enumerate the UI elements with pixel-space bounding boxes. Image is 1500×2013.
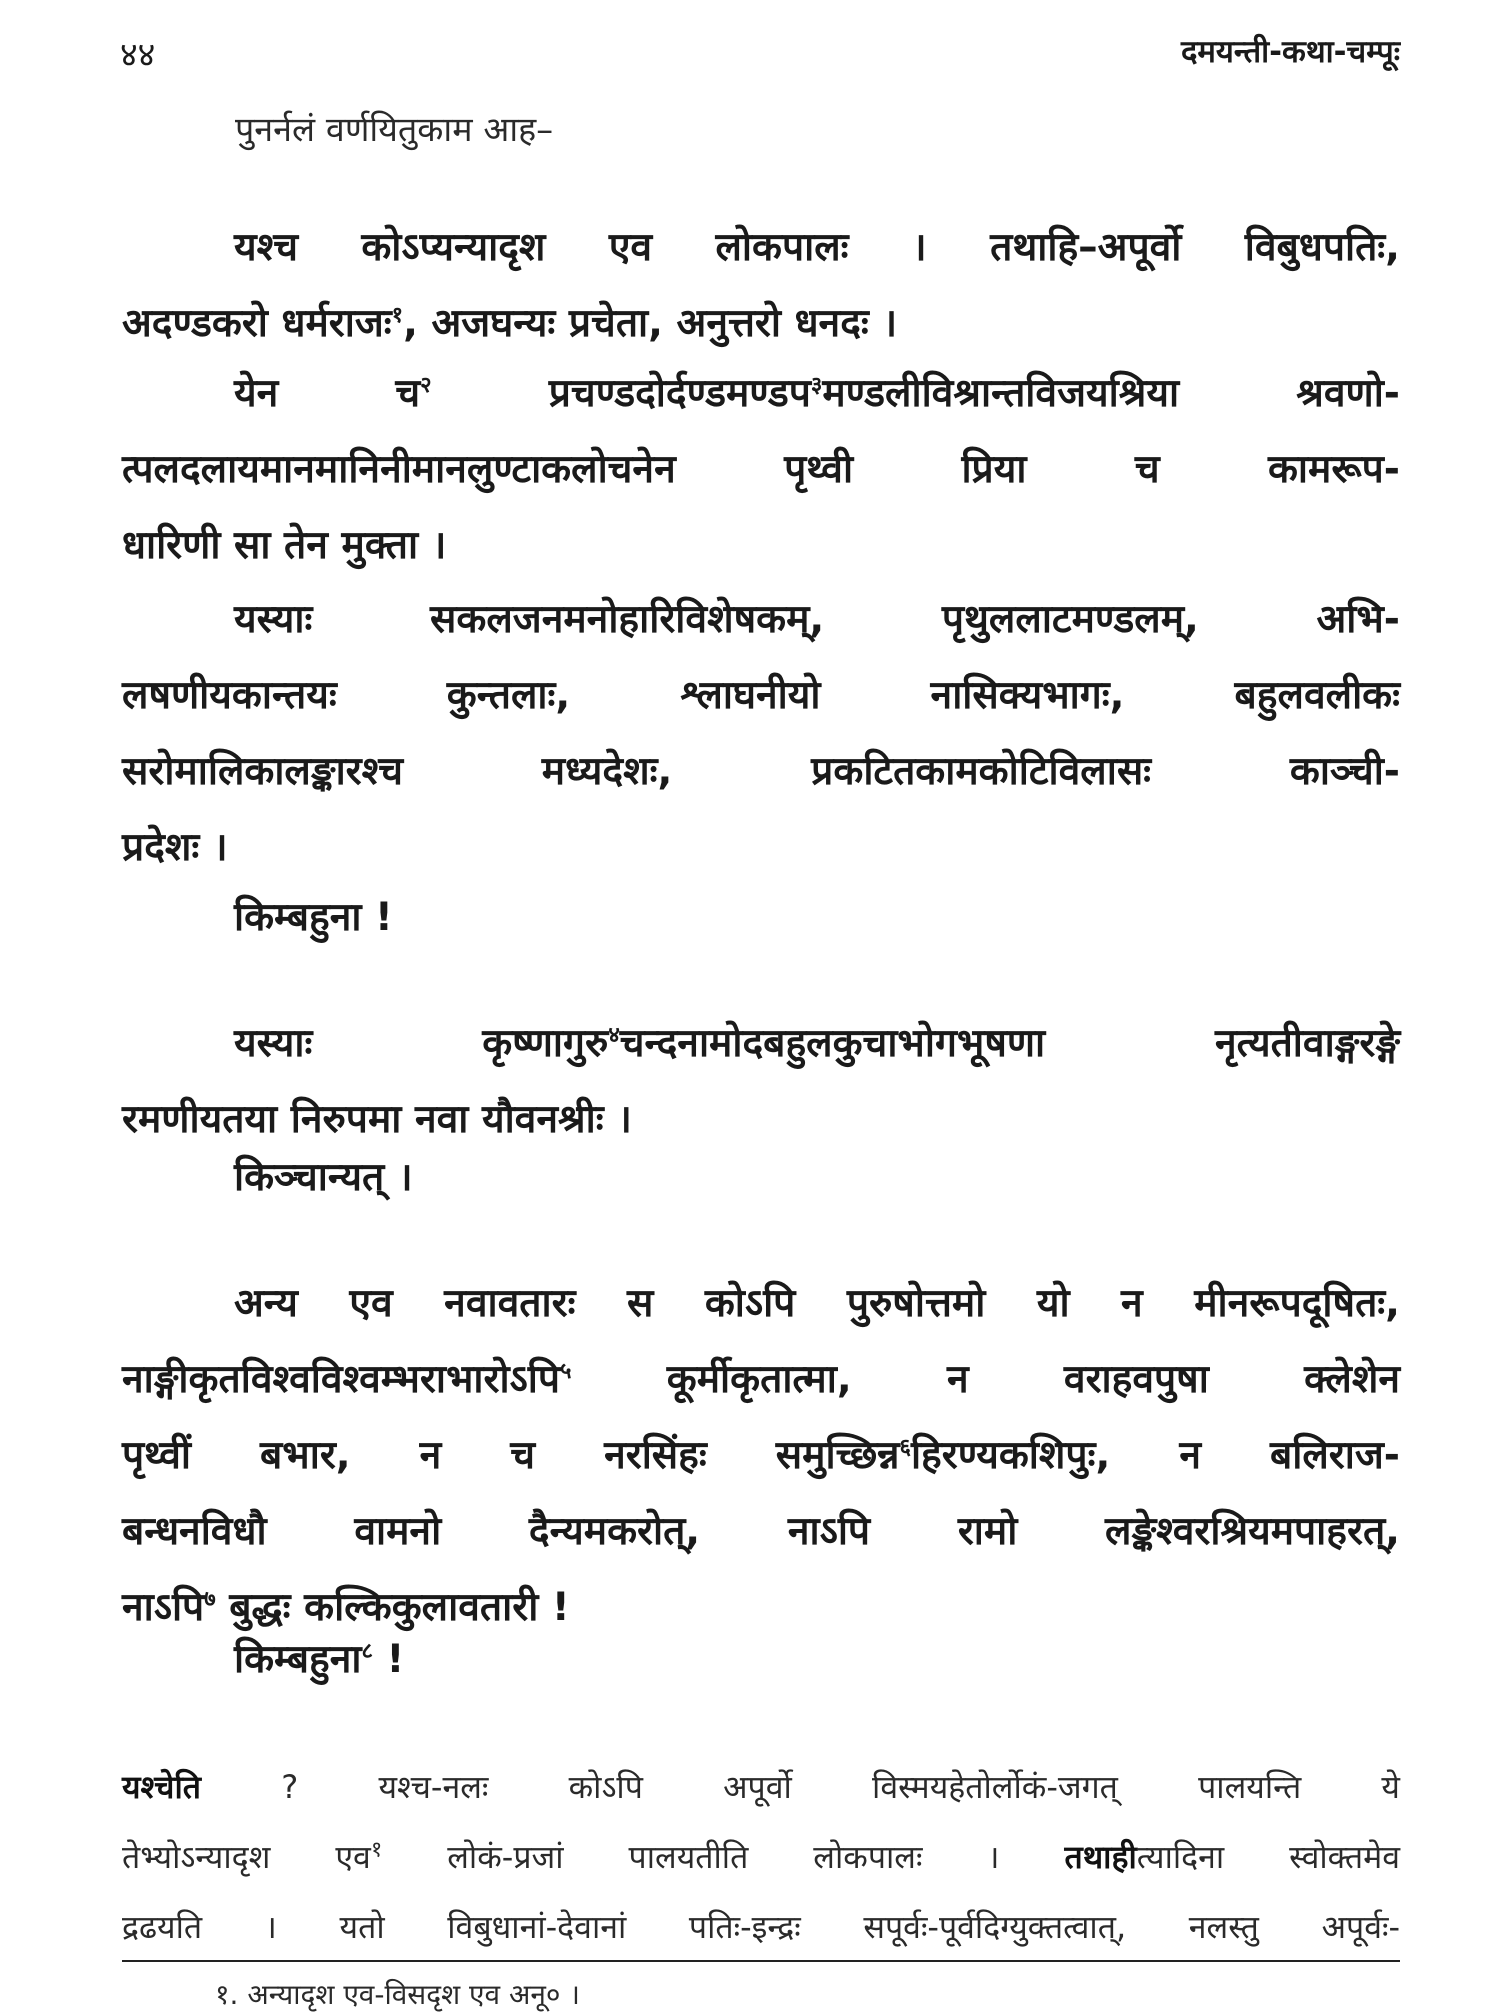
p1-line-1: यश्च कोऽप्यन्यादृश एव लोकपालः । तथाहि–अपूर्वो विबुधपतिः, [234,225,1400,270]
p5-line-2: रमणीयतया निरुपमा नवा यौवनश्रीः । [122,1097,632,1142]
commentary [122,1752,1400,1962]
commentary-line-2c: त्यादिना स्वोक्तमेव [1136,1838,1401,1876]
commentary-line-1: ? यश्च-नलः कोऽपि अपूर्वो विस्मयहेतोर्लोकं-जगत् पालयन्ति ये [201,1768,1400,1806]
footnote-marker-5: ५ [560,1359,572,1384]
footnote-marker-1: १ [391,303,404,328]
p3-line-2: लषणीयकान्तयः कुन्तलाः, श्लाघनीयो नासिक्यभागः, बहुलवलीकः [122,673,1400,718]
footnote-marker-7: ७ [204,1587,216,1612]
p4-text: किम्बहुना ! [234,895,393,940]
p7-line-2b: कूर्मीकृतात्मा, न वराहवपुषा क्लेशेन [571,1357,1400,1402]
commentary-lemma-2: तथाही [1064,1838,1137,1876]
p7-line-3a: पृथ्वीं बभार, न च नरसिंहः समुच्छिन्न [122,1433,900,1478]
commentary-line-2b: लोकं-प्रजां पालयतीति लोकपालः । [382,1838,1065,1876]
p2-line-1b: प्रचण्डदोर्दण्डमण्डप [431,371,811,416]
footnote-marker-4: ४ [608,1023,620,1048]
footnote-1: १. अन्यादृश एव-विसदृश एव अनू० । [215,1978,580,2011]
paragraph-8 [122,1622,1400,1698]
paragraph-3 [122,582,1400,886]
p2-line-1a: येन च [234,371,421,416]
footnote-marker-6: ६ [899,1435,911,1460]
footnote-marker-8: ८ [361,1639,373,1664]
footnote-marker-3: ३ [810,373,823,398]
commentary-footnote-marker: १ [370,1837,383,1863]
p3-line-4: प्रदेशः । [122,825,228,870]
paragraph-5 [122,1006,1400,1158]
p7-line-3b: हिरण्यकशिपुः, न बलिराज- [910,1433,1400,1478]
p6-text: किञ्चान्यत् । [234,1155,413,1200]
p2-line-3: धारिणी सा तेन मुक्ता । [122,523,447,568]
footnote-marker-2: २ [420,373,432,398]
paragraph-1 [122,210,1400,362]
commentary-line-3: द्रढयति । यतो विबुधानां-देवानां पतिः-इन्द्रः सपूर्वः-पूर्वदिग्युक्तत्वात्, नलस्तु अपूर्वः- [122,1908,1400,1946]
p5-line-1a: यस्याः कृष्णागुरु [234,1021,609,1066]
paragraph-4 [122,880,1400,956]
p7-line-5b: बुद्धः कल्किकुलावतारी ! [215,1585,570,1630]
paragraph-2 [122,356,1400,584]
p3-line-3: सरोमालिकालङ्कारश्च मध्यदेशः, प्रकटितकामकोटिविलासः काञ्ची- [122,749,1400,794]
p8-end: ! [372,1637,405,1682]
page-header [120,30,1400,80]
running-title: दमयन्ती-कथा-चम्पूः [1180,34,1400,70]
paragraph-7 [122,1266,1400,1646]
p1-line-2b: , अजघन्यः प्रचेता, अनुत्तरो धनदः । [403,301,898,346]
p2-line-1c: मण्डलीविश्रान्तविजयश्रिया श्रवणो- [822,371,1400,416]
intro-line: पुनर्नलं वर्णयितुकाम आह– [235,110,554,150]
commentary-lemma-1: यश्चेति [122,1768,202,1806]
p8-text: किम्बहुना [234,1637,362,1682]
p3-line-1: यस्याः सकलजनमनोहारिविशेषकम्, पृथुललाटमण्डलम्, अभि- [234,597,1400,642]
p7-line-2a: नाङ्गीकृतविश्वविश्वम्भराभारोऽपि [122,1357,561,1402]
p2-line-2: त्पलदलायमानमानिनीमानलुण्टाकलोचनेन पृथ्वी प्रिया च कामरूप- [122,447,1400,492]
p7-line-4: बन्धनविधौ वामनो दैन्यमकरोत्, नाऽपि रामो लङ्केश्वरश्रियमपाहरत्, [122,1509,1400,1554]
p7-line-5a: नाऽपि [122,1585,205,1630]
page-number: ४४ [120,35,156,75]
commentary-line-2a: तेभ्योऽन्यादृश एव [122,1838,371,1876]
paragraph-6 [122,1140,1400,1216]
p5-line-1b: चन्दनामोदबहुलकुचाभोगभूषणा नृत्यतीवाङ्गरङ्गे [619,1021,1401,1066]
footnote-divider [122,1960,1400,1962]
p1-line-2a: अदण्डकरो धर्मराजः [122,301,392,346]
p7-line-1: अन्य एव नवावतारः स कोऽपि पुरुषोत्तमो यो न मीनरूपदूषितः, [234,1281,1400,1326]
